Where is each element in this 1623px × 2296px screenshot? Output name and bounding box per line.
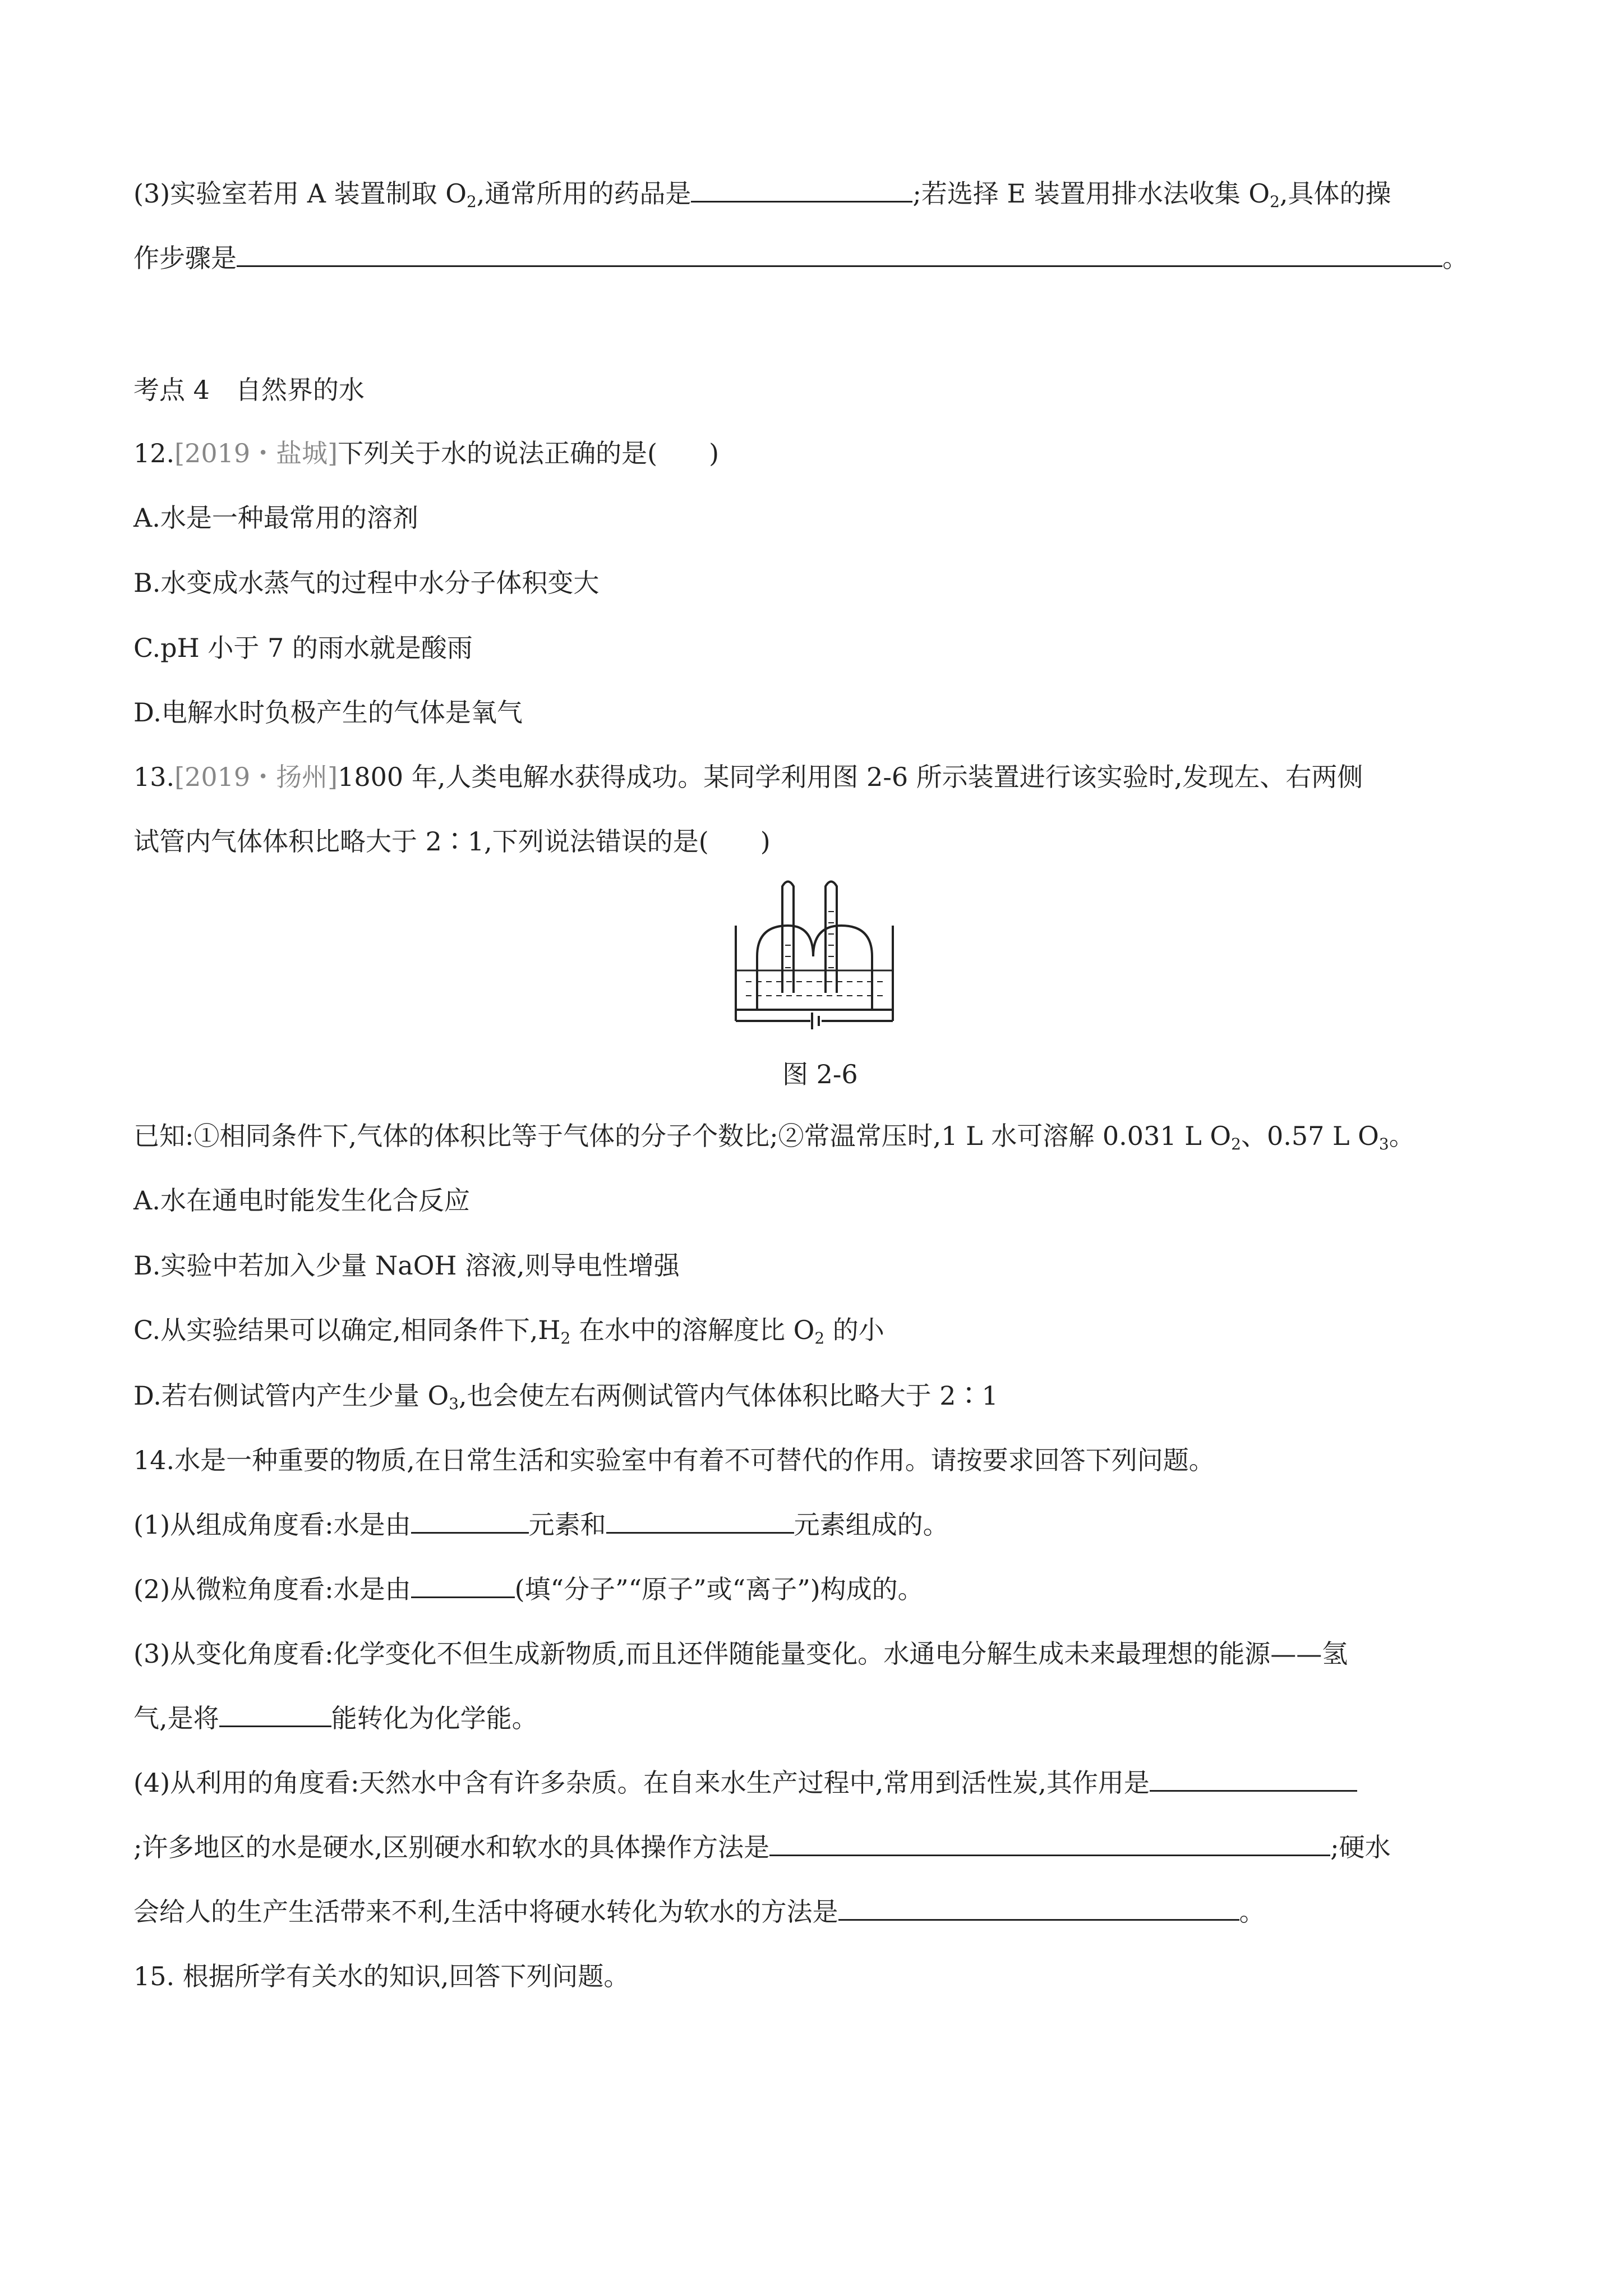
q14-part3-line2: 气,是将 能转化为化学能。 — [133, 1703, 538, 1733]
q14-part2: (2)从微粒角度看:水是由 (填“分子”“原子”或“离子”)构成的。 — [133, 1574, 924, 1604]
answer-blank[interactable] — [411, 1510, 529, 1534]
q14-part4-line3: 会给人的生产生活带来不利,生活中将硬水转化为软水的方法是 。 — [133, 1897, 1265, 1927]
answer-blank[interactable] — [219, 1703, 331, 1727]
q13-option-a: A.水在通电时能发生化合反应 — [133, 1185, 470, 1216]
answer-blank[interactable] — [769, 1832, 1330, 1856]
q14-part1: (1)从组成角度看:水是由 元素和 元素组成的。 — [133, 1510, 949, 1540]
q14-part4-line1: (4)从利用的角度看:天然水中含有许多杂质。在自来水生产过程中,常用到活性炭,其作用是 — [133, 1766, 1357, 1800]
q11-part3-line2: 作步骤是 。 — [133, 243, 1468, 273]
answer-blank[interactable] — [411, 1574, 515, 1598]
answer-blank[interactable] — [838, 1897, 1239, 1921]
answer-blank[interactable] — [1150, 1768, 1357, 1792]
answer-blank[interactable] — [237, 243, 1442, 267]
section-heading: 考点 4 自然界的水 — [133, 375, 365, 405]
q12-option-a: A.水是一种最常用的溶剂 — [133, 503, 418, 533]
q11-part3-line1: (3)实验室若用 A 装置制取 $O_2$,通常所用的药品是 ;若选择 E 装置用排水法收集 $O_2$,具体的操 — [133, 178, 1391, 211]
q13-stem-line1: 13.[2019・扬州]1800 年,人类电解水获得成功。某同学利用图 2-6 所示装置进行该实验时,发现左、右两侧 — [133, 762, 1363, 792]
q13-option-d: D.若右侧试管内产生少量 $O_3$,也会使左右两侧试管内气体体积比略大于 2∶1 — [133, 1381, 998, 1413]
question-source: [2019・盐城] — [174, 438, 338, 468]
q12-stem: 12.[2019・盐城]下列关于水的说法正确的是( ) — [133, 438, 720, 468]
q15-stem: 15. 根据所学有关水的知识,回答下列问题。 — [133, 1961, 630, 1991]
q14-stem: 14.水是一种重要的物质,在日常生活和实验室中有着不可替代的作用。请按要求回答下列问题。 — [133, 1445, 1215, 1475]
electrolysis-apparatus-figure — [723, 872, 909, 1038]
answer-blank[interactable] — [691, 178, 912, 203]
q12-option-c: C.pH 小于 7 的雨水就是酸雨 — [133, 633, 473, 663]
q12-option-d: D.电解水时负极产生的气体是氧气 — [133, 697, 523, 728]
q13-known-info: 已知:①相同条件下,气体的体积比等于气体的分子个数比;②常温常压时,1 L 水可溶解 0.031 L $O_2$、0.57 L $O_3$。 — [133, 1121, 1415, 1153]
q13-stem-line2: 试管内气体体积比略大于 2∶1,下列说法错误的是( ) — [133, 826, 771, 857]
answer-blank[interactable] — [606, 1510, 794, 1534]
q13-option-b: B.实验中若加入少量 NaOH 溶液,则导电性增强 — [133, 1250, 680, 1281]
figure-caption: 图 2-6 — [782, 1059, 858, 1089]
question-source: [2019・扬州] — [174, 762, 338, 792]
q12-option-b: B.水变成水蒸气的过程中水分子体积变大 — [133, 568, 600, 598]
q13-option-c: C.从实验结果可以确定,相同条件下$,H_2$ 在水中的溶解度比 $O_2$ 的小 — [133, 1315, 884, 1347]
q14-part3-line1: (3)从变化角度看:化学变化不但生成新物质,而且还伴随能量变化。水通电分解生成未来最理想的能源——氢 — [133, 1639, 1348, 1669]
q14-part4-line2: ;许多地区的水是硬水,区别硬水和软水的具体操作方法是 ;硬水 — [133, 1832, 1391, 1862]
